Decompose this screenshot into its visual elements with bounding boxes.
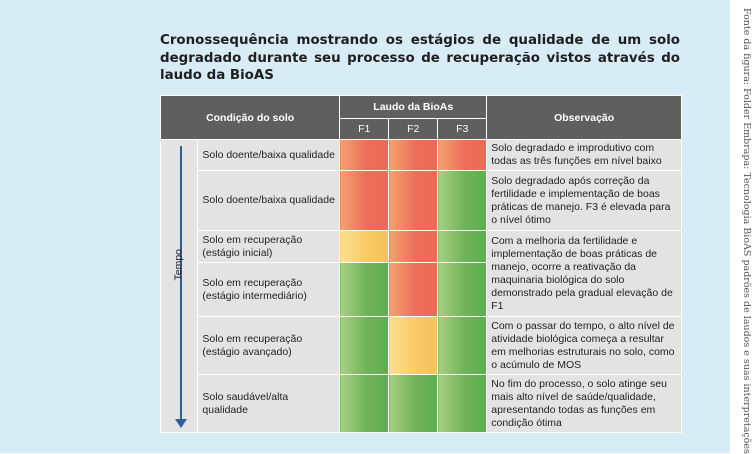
level-f1 (340, 263, 389, 317)
level-f1 (340, 171, 389, 231)
level-f3 (438, 263, 487, 317)
header-f3: F3 (438, 119, 487, 140)
time-arrow-line (180, 146, 182, 420)
condition-cell: Solo em recuperação (estágio avançado) (198, 317, 340, 375)
level-f3 (438, 375, 487, 433)
level-f2 (389, 263, 438, 317)
figure-title: Cronossequência mostrando os estágios de qualidade de um solo degradado durante seu processo de recuperação vistos através do laudo da BioAS (160, 33, 680, 83)
header-f2: F2 (389, 119, 438, 140)
header-f1: F1 (340, 119, 389, 140)
observation-cell: No fim do processo, o solo atinge seu mais alto nível de saúde/qualidade, apresentando todas as funções em condição ótima (487, 375, 682, 433)
side-credit: Fonte da figura: Folder Embrapa: Tecnologia BioAS padrões de laudos e suas interpretações (741, 8, 752, 454)
time-label: Tempo (172, 248, 185, 281)
level-f1 (340, 231, 389, 263)
level-f1 (340, 375, 389, 433)
chronosequence-table (160, 95, 682, 433)
header-laudo: Laudo da BioAs (340, 96, 487, 119)
level-f2 (389, 375, 438, 433)
observation-cell: Com a melhoria da fertilidade e implementação de boas práticas de manejo, ocorre a reativação da maquinaria biológica do solo demonstrado pela gradual elevação de F1 (487, 231, 682, 317)
condition-cell: Solo doente/baixa qualidade (198, 171, 340, 231)
level-f3 (438, 317, 487, 375)
condition-cell: Solo saudável/alta qualidade (198, 375, 340, 433)
level-f1 (340, 317, 389, 375)
level-f2 (389, 140, 438, 171)
header-condition: Condição do solo (161, 96, 340, 140)
level-f3 (438, 140, 487, 171)
time-arrow-head-icon (175, 419, 187, 428)
observation-cell: Com o passar do tempo, o alto nível de atividade biológica começa a resultar em melhorias estruturais no solo, como o acúmulo de MOS (487, 317, 682, 375)
level-f2 (389, 317, 438, 375)
level-f1 (340, 140, 389, 171)
header-observation: Observação (487, 96, 682, 140)
observation-cell: Solo degradado e improdutivo com todas as três funções em nível baixo (487, 140, 682, 171)
level-f2 (389, 231, 438, 263)
condition-cell: Solo em recuperação (estágio inicial) (198, 231, 340, 263)
time-axis (161, 140, 198, 433)
condition-cell: Solo doente/baixa qualidade (198, 140, 340, 171)
level-f3 (438, 171, 487, 231)
level-f3 (438, 231, 487, 263)
observation-cell: Solo degradado após correção da fertilidade e implementação de boas práticas de manejo. F3 é elevada para o nível ótimo (487, 171, 682, 231)
condition-cell: Solo em recuperação (estágio intermediário) (198, 263, 340, 317)
level-f2 (389, 171, 438, 231)
